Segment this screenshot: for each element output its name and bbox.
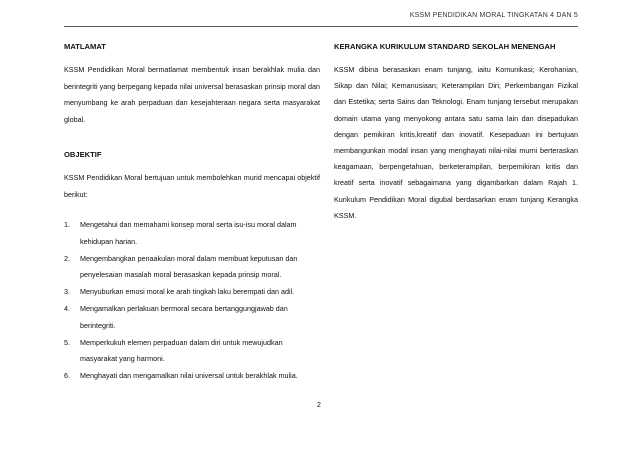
spacer <box>64 162 320 170</box>
objective-number: 5. <box>64 337 70 347</box>
objective-text: Menyuburkan emosi moral ke arah tingkah laku berempati dan adil. <box>80 287 295 297</box>
spacer <box>64 128 320 148</box>
matlamat-paragraph: KSSM Pendidikan Moral bermatlamat membentuk insan berakhlak mulia dan berintegriti yang berpegang kepada nilai universal berasaskan prinsip moral dan menyumbang ke arah perpaduan dan kesejahteraan negara serta masyarakat global. <box>64 65 320 124</box>
objective-item <box>64 217 320 251</box>
objective-item <box>64 368 320 385</box>
objective-item <box>64 301 320 335</box>
objective-text: Mengembangkan penaakulan moral dalam membuat keputusan dan penyelesaian masalah moral berasaskan kepada prinsip moral. <box>80 253 298 280</box>
spacer <box>64 54 320 62</box>
page-number: 2 <box>317 402 321 409</box>
running-header-title: KSSM PENDIDIKAN MORAL TINGKATAN 4 DAN 5 <box>409 12 578 19</box>
objective-text: Memperkukuh elemen perpaduan dalam diri untuk mewujudkan masyarakat yang harmoni. <box>80 337 283 364</box>
right-column <box>334 40 578 224</box>
objective-item <box>64 251 320 285</box>
spacer <box>334 54 578 62</box>
objective-number: 2. <box>64 253 70 263</box>
objective-item <box>64 284 320 301</box>
objective-item <box>64 335 320 369</box>
objektif-intro: KSSM Pendidikan Moral bertujuan untuk membolehkan murid mencapai objektif berikut: <box>64 173 320 199</box>
page-header <box>0 0 638 30</box>
left-column <box>64 40 320 385</box>
spacer <box>64 203 320 217</box>
matlamat-heading: MATLAMAT <box>64 42 106 51</box>
objective-number: 6. <box>64 371 70 381</box>
objektif-heading: OBJEKTIF <box>64 150 102 159</box>
objective-number: 1. <box>64 220 70 229</box>
objectives-list <box>64 217 320 385</box>
kerangka-paragraph: KSSM dibina berasaskan enam tunjang, iaitu Komunikasi; Kerohanian, Sikap dan Nilai; Kemanusiaan; Keterampilan Diri; Perkembangan Fizikal dan Estetika; serta Sains dan Teknologi. Enam tunjang tersebut merupakan domain utama yang menyokong antara satu sama lain dan disepadukan dengan pemikiran kritis,kreatif dan inovatif. Kesepaduan ini bertujuan membangunkan modal insan yang menghayati nilai-nilai murni berteraskan keagamaan, berpengetahuan, berketerampilan, berpemikiran kritis dan kreatif serta inovatif sebagaimana yang digambarkan dalam Rajah 1. Kurikulum Pendidikan Moral digubal berdasarkan enam tunjang Kerangka KSSM. <box>334 65 578 220</box>
kerangka-heading: KERANGKA KURIKULUM STANDARD SEKOLAH MENENGAH <box>334 42 556 51</box>
objective-text: Menghayati dan mengamalkan nilai universal untuk berakhlak mulia. <box>80 371 298 381</box>
objective-number: 4. <box>64 303 70 313</box>
header-divider <box>64 26 578 27</box>
objective-text: Mengamalkan perlakuan bermoral secara bertanggungjawab dan berintegriti. <box>80 303 288 330</box>
objective-number: 3. <box>64 287 70 297</box>
objective-text: Mengetahui dan memahami konsep moral serta isu-isu moral dalam kehidupan harian. <box>80 220 297 246</box>
